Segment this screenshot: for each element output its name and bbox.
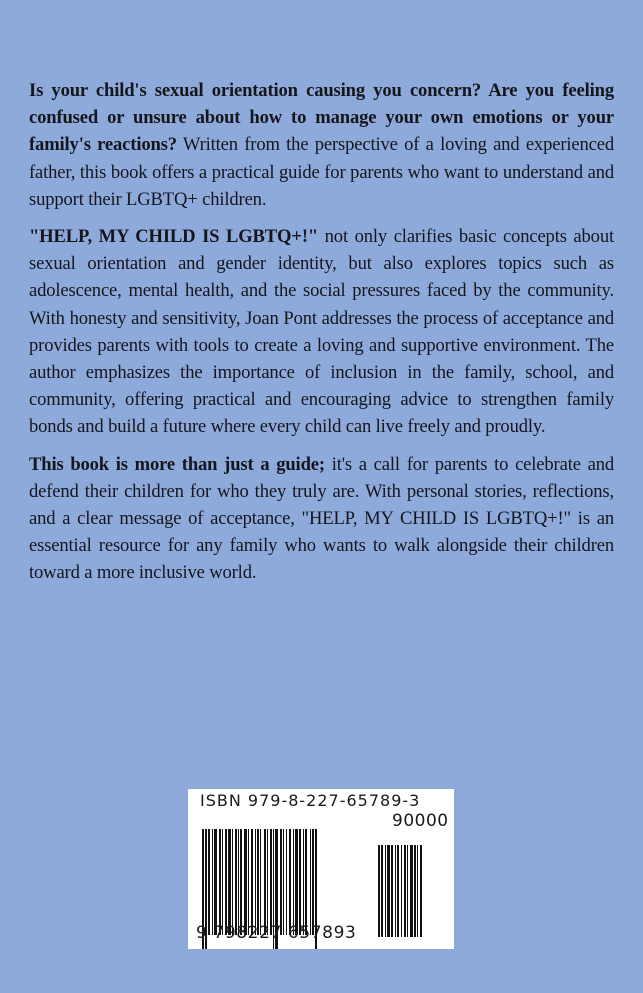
blurb-lead-1: Is your child's sexual orientation causing you concern? Are you feeling confused or unsure about how to manage your own emotions or your family's reactions? — [29, 80, 614, 156]
blurb-lead-2: "HELP, MY CHILD IS LGBTQ+!" — [29, 226, 319, 248]
blurb-lead-3: This book is more than just a guide; — [29, 453, 325, 475]
back-cover-blurb — [29, 77, 614, 597]
isbn-barcode — [188, 789, 454, 949]
blurb-body-2: not only clarifies basic concepts about sexual orientation and gender identity, but also explores topics such as adolescence, mental health, and the social pressures faced by the community. With honesty and sensitivity, Joan Pont addresses the process of acceptance and provides parents with tools to create a loving and supportive environment. The author emphasizes the importance of inclusion in the family, school, and community, offering practical and encouraging advice to strengthen family bonds and build a future where every child can live freely and proudly. — [29, 226, 614, 438]
ean-digits: 9 798227 657893 — [196, 923, 357, 943]
blurb-paragraph-1 — [29, 77, 614, 213]
blurb-paragraph-3 — [29, 451, 614, 587]
blurb-body-3: it's a call for parents to celebrate and defend their children for who they truly are. With personal stories, reflections, and a clear message of acceptance, "HELP, MY CHILD IS LGBTQ+!" is an essential resource for any family who wants to walk alongside their children toward a more inclusive world. — [29, 453, 614, 584]
isbn-label: ISBN 979-8-227-65789-3 — [200, 791, 421, 810]
addon-bars — [378, 845, 446, 937]
blurb-paragraph-2 — [29, 223, 614, 441]
price-code: 90000 — [392, 811, 449, 831]
blurb-body-1: Written from the perspective of a loving and experienced father, this book offers a practical guide for parents who want to understand and support their LGBTQ+ children. — [29, 134, 614, 210]
